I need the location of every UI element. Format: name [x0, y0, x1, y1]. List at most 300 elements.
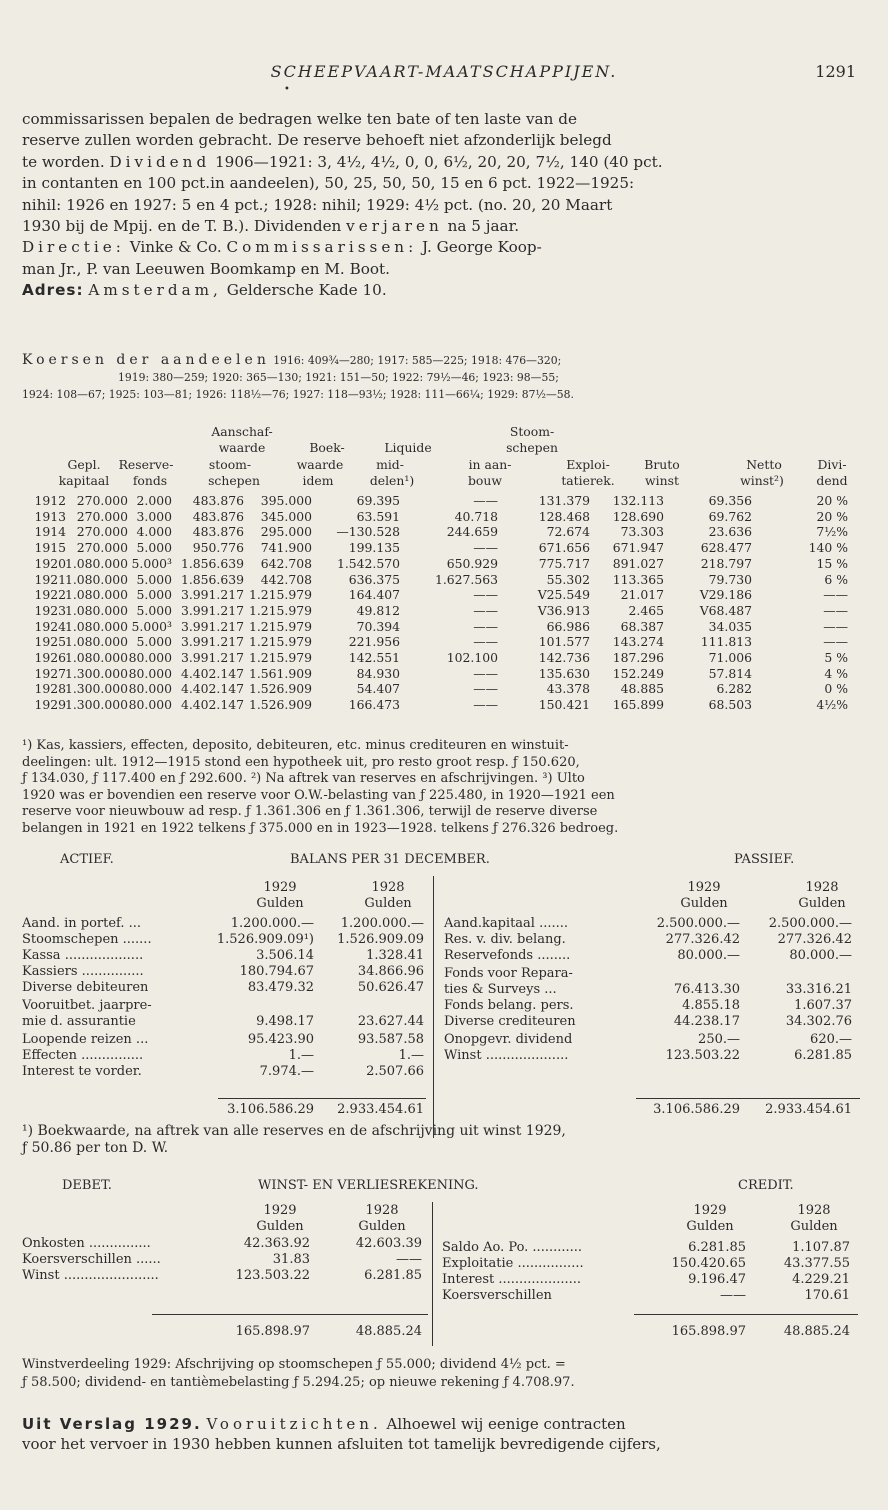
profit-loss-account [22, 1178, 868, 1348]
amount-1929: 1.— [288, 1048, 314, 1063]
para-line: commissarissen bepalen de bedragen welke ten bate of ten laste van de [22, 110, 577, 128]
data-cell: 483.876 [192, 508, 244, 524]
account-label: Diverse debiteuren [22, 980, 149, 995]
amount-1928: 6.281.85 [794, 1048, 852, 1063]
data-cell: 80.000 [128, 681, 172, 697]
amount-1929: 7.974.— [259, 1064, 314, 1079]
data-cell: 244.659 [446, 524, 498, 540]
page-header [0, 62, 888, 86]
data-cell: 20 % [816, 508, 848, 524]
amount-1928: 80.000.— [789, 948, 852, 963]
column-header: delen¹) [369, 473, 415, 488]
data-cell: 3.991.217 [180, 650, 244, 665]
column-header: winst²) [740, 473, 784, 488]
account-label: Aand.kapitaal ....... [444, 916, 569, 931]
data-cell: 1.080.000 [64, 555, 128, 571]
data-cell: 1.627.563 [434, 571, 498, 587]
amount-1929: 9.498.17 [256, 1014, 314, 1029]
total-rule [152, 1314, 428, 1315]
data-cell: 218.797 [700, 555, 752, 571]
year-cell: 1928 [34, 681, 66, 697]
data-cell: 23.636 [708, 524, 752, 540]
data-cell: 6 % [824, 571, 848, 587]
column-header: Gulden [790, 1219, 838, 1234]
section-label: CREDIT. [738, 1178, 794, 1193]
data-cell: 5 % [824, 650, 848, 665]
total-rule [636, 1098, 860, 1099]
data-cell: 69.356 [708, 493, 752, 508]
year-cell: 1912 [34, 493, 66, 508]
data-cell: 71.006 [708, 650, 752, 665]
year-cell: 1923 [34, 602, 66, 618]
data-cell: 6.282 [716, 681, 752, 697]
column-header: Gulden [686, 1219, 734, 1234]
data-cell: 5.000 [136, 571, 172, 587]
column-header: 1928 [797, 1203, 831, 1218]
total-rule [218, 1098, 426, 1099]
data-cell: 2.465 [628, 602, 664, 618]
year-cell: 1914 [34, 524, 66, 540]
amount-1928: 23.627.44 [357, 1014, 424, 1029]
data-cell: 671.947 [612, 540, 664, 556]
data-cell: 142.736 [538, 650, 590, 665]
year-cell: 1926 [34, 650, 66, 665]
column-header: Aanschaf- [211, 424, 273, 439]
amount-1928: —— [396, 1252, 422, 1267]
account-label: mie d. assurantie [22, 1014, 136, 1029]
account-label: Fonds belang. pers. [444, 998, 574, 1013]
data-cell: 3.991.217 [180, 634, 244, 650]
data-cell: 113.365 [612, 571, 664, 587]
data-cell: 68.503 [708, 697, 752, 713]
amount-1928: 1.526.909.09 [337, 932, 424, 947]
data-cell: 1.215.979 [248, 587, 312, 603]
account-label: Fonds voor Repara- [444, 966, 573, 981]
data-cell: 34.035 [708, 618, 752, 634]
column-header: mid- [376, 457, 404, 472]
data-cell: 1.300.000 [64, 681, 128, 697]
data-cell: —— [473, 697, 498, 713]
data-cell: 131.379 [538, 493, 590, 508]
data-cell: —— [473, 634, 498, 650]
data-cell: 63.591 [356, 508, 400, 524]
amount-1928: 170.61 [804, 1288, 850, 1303]
data-cell: 84.930 [356, 665, 400, 681]
column-header: dend [816, 473, 848, 488]
year-cell: 1927 [34, 665, 66, 681]
data-cell: 1.526.909 [248, 681, 312, 697]
data-cell: 72.674 [546, 524, 590, 540]
data-cell: 1.080.000 [64, 634, 128, 650]
data-cell: 4 % [824, 665, 848, 681]
column-divider [433, 876, 434, 1138]
data-cell: 73.303 [620, 524, 664, 540]
data-cell: 79.730 [708, 571, 752, 587]
data-cell: 152.249 [612, 665, 664, 681]
data-cell: 1.561.909 [248, 665, 312, 681]
amount-1929: 2.500.000.— [656, 916, 740, 931]
para-line: te worden. Dividend 1906—1921: 3, 4½, 4½, 0, 0, 6½, 20, 20, 7½, 140 (40 pct. [22, 152, 663, 171]
data-cell: 1.300.000 [64, 665, 128, 681]
amount-1929: 9.196.47 [688, 1272, 746, 1287]
column-header: Gulden [364, 896, 412, 911]
data-cell: 650.929 [446, 555, 498, 571]
running-title: SCHEEPVAART-MAATSCHAPPIJEN. [270, 62, 618, 81]
account-label: Interest te vorder. [22, 1064, 142, 1079]
data-cell: 128.468 [538, 508, 590, 524]
column-header: schepen [506, 440, 558, 455]
data-cell: 483.876 [192, 524, 244, 540]
data-cell: —— [473, 540, 498, 556]
data-cell: 295.000 [260, 524, 312, 540]
data-cell: 4.402.147 [180, 681, 244, 697]
data-cell: —— [823, 602, 848, 618]
amount-1928: 6.281.85 [364, 1268, 422, 1283]
data-cell: —— [473, 665, 498, 681]
total-amount: 3.106.586.29 [227, 1102, 314, 1117]
data-cell: 395.000 [260, 493, 312, 508]
para-line: reserve zullen worden gebracht. De reserve behoeft niet afzonderlijk belegd [22, 131, 612, 150]
amount-1928: 1.— [398, 1048, 424, 1063]
data-cell: 21.017 [620, 587, 664, 603]
total-amount: 165.898.97 [235, 1324, 310, 1339]
data-cell: 221.956 [348, 634, 400, 650]
column-divider [432, 1202, 433, 1346]
data-cell: 4.402.147 [180, 665, 244, 681]
total-amount: 3.106.586.29 [653, 1102, 740, 1117]
data-cell: 5.000³ [131, 555, 172, 571]
data-cell: 54.407 [356, 681, 400, 697]
account-label: Exploitatie ................ [442, 1256, 584, 1271]
data-cell: 1.542.570 [336, 555, 400, 571]
data-cell: 1.080.000 [64, 587, 128, 603]
data-cell: 132.113 [612, 493, 664, 508]
data-cell: 5.000 [136, 634, 172, 650]
data-cell: —— [823, 587, 848, 603]
amount-1929: 31.83 [272, 1252, 310, 1267]
year-cell: 1915 [34, 540, 66, 556]
data-cell: 102.100 [446, 650, 498, 665]
data-cell: 5.000³ [131, 618, 172, 634]
data-cell: 2.000 [136, 493, 172, 508]
data-cell: 483.876 [192, 493, 244, 508]
data-cell: V29.186 [699, 587, 752, 603]
data-cell: —— [473, 618, 498, 634]
column-header: Liquide [384, 440, 432, 455]
data-cell: 1.215.979 [248, 634, 312, 650]
para-line: Adres: Amsterdam, Geldersche Kade 10. [22, 281, 387, 300]
amount-1929: 123.503.22 [235, 1268, 310, 1283]
data-cell: 164.407 [348, 587, 400, 603]
data-cell: 270.000 [76, 493, 128, 508]
data-cell: —— [823, 618, 848, 634]
account-label: Koersverschillen [442, 1288, 552, 1303]
account-label: Winst ....................... [22, 1268, 159, 1283]
total-amount: 165.898.97 [671, 1324, 746, 1339]
data-cell: 1.526.909 [248, 697, 312, 713]
account-label: Diverse crediteuren [444, 1014, 576, 1029]
amount-1928: 1.200.000.— [340, 916, 424, 931]
para-line: 1930 bij de Mpij. en de T. B.). Dividenden verjaren na 5 jaar. [22, 217, 520, 236]
column-header: Exploi- [566, 457, 610, 472]
balance-sheet [22, 852, 868, 1152]
section-title: BALANS PER 31 DECEMBER. [290, 852, 490, 867]
data-cell: 5.000 [136, 602, 172, 618]
column-header: Reserve- [118, 457, 174, 472]
amount-1928: 2.500.000.— [768, 916, 852, 931]
column-header: winst [645, 473, 679, 488]
year-cell: 1913 [34, 508, 66, 524]
amount-1928: 277.326.42 [777, 932, 852, 947]
data-cell: 7½% [816, 524, 848, 540]
data-cell: —— [823, 634, 848, 650]
report-excerpt: Uit Verslag 1929. Vooruitzichten. Alhoewel wij eenige contracten voor het vervoer in 1930 hebben kunnen afsluiten tot tamelijk bevredigende cijfers, [22, 1415, 661, 1453]
data-cell: 0 % [824, 681, 848, 697]
data-cell: 165.899 [612, 697, 664, 713]
data-cell: 636.375 [348, 571, 400, 587]
amount-1928: 620.— [810, 1032, 852, 1047]
data-cell: 55.302 [546, 571, 590, 587]
amount-1928: 34.302.76 [785, 1014, 852, 1029]
amount-1928: 34.866.96 [357, 964, 424, 979]
column-header: stoom- [208, 457, 252, 472]
section-label: ACTIEF. [60, 852, 114, 867]
year-cell: 1925 [34, 634, 66, 650]
ink-speck: • [284, 84, 290, 95]
data-cell: 128.690 [612, 508, 664, 524]
data-cell: V25.549 [537, 587, 590, 603]
year-cell: 1921 [34, 571, 66, 587]
data-cell: 1.080.000 [64, 571, 128, 587]
data-cell: 20 % [816, 493, 848, 508]
column-header: Gulden [358, 1219, 406, 1234]
data-cell: 3.991.217 [180, 602, 244, 618]
column-header: tatierek. [561, 473, 615, 488]
amount-1929: 150.420.65 [671, 1256, 746, 1271]
data-cell: 187.296 [612, 650, 664, 665]
column-header: fonds [132, 473, 168, 488]
column-header: Divi- [817, 457, 847, 472]
data-cell: 3.991.217 [180, 618, 244, 634]
data-cell: 1.856.639 [180, 571, 244, 587]
year-cell: 1920 [34, 555, 66, 571]
data-cell: 140 % [808, 540, 848, 556]
column-header: Gepl. [67, 457, 101, 472]
data-cell: 1.080.000 [64, 602, 128, 618]
column-header: Netto [746, 457, 782, 472]
data-cell: 270.000 [76, 524, 128, 540]
data-cell: 142.551 [348, 650, 400, 665]
data-cell: 80.000 [128, 650, 172, 665]
total-amount: 2.933.454.61 [337, 1102, 424, 1117]
column-header: 1928 [371, 880, 405, 895]
amount-1929: 1.526.909.09¹) [216, 932, 314, 947]
column-header: 1929 [263, 880, 297, 895]
data-cell: 15 % [816, 555, 848, 571]
data-cell: 1.080.000 [64, 618, 128, 634]
data-cell: 775.717 [538, 555, 590, 571]
account-label: Aand. in portef. ... [22, 916, 142, 931]
column-header: Boek- [309, 440, 345, 455]
column-header: bouw [468, 473, 502, 488]
data-cell: 111.813 [700, 634, 752, 650]
data-cell: —130.528 [336, 524, 400, 540]
amount-1929: 3.506.14 [256, 948, 314, 963]
data-cell: 101.577 [538, 634, 590, 650]
data-cell: 1.300.000 [64, 697, 128, 713]
total-amount: 48.885.24 [783, 1324, 850, 1339]
amount-1929: 42.363.92 [243, 1236, 310, 1251]
account-label: Saldo Ao. Po. ............ [442, 1240, 583, 1255]
column-header: Gulden [680, 896, 728, 911]
amount-1929: 6.281.85 [688, 1240, 746, 1255]
account-label: Interest .................... [442, 1272, 582, 1287]
data-cell: 135.630 [538, 665, 590, 681]
data-cell: 5.000 [136, 540, 172, 556]
column-header: schepen [208, 473, 260, 488]
data-cell: 66.986 [546, 618, 590, 634]
amount-1928: 43.377.55 [783, 1256, 850, 1271]
data-cell: 891.027 [612, 555, 664, 571]
data-cell: 642.708 [260, 555, 312, 571]
total-amount: 48.885.24 [355, 1324, 422, 1339]
account-label: Winst .................... [444, 1048, 569, 1063]
data-cell: 4.402.147 [180, 697, 244, 713]
data-cell: 4½% [816, 697, 848, 713]
amount-1928: 42.603.39 [355, 1236, 422, 1251]
data-cell: 1.215.979 [248, 650, 312, 665]
amount-1929: 83.479.32 [247, 980, 314, 995]
directie-label: Directie: [22, 238, 125, 257]
data-cell: 270.000 [76, 540, 128, 556]
account-label: Koersverschillen ...... [22, 1252, 161, 1267]
amount-1928: 50.626.47 [357, 980, 424, 995]
column-header: 1929 [263, 1203, 297, 1218]
column-header: Gulden [798, 896, 846, 911]
section-label: DEBET. [62, 1178, 112, 1193]
column-header: kapitaal [58, 473, 110, 488]
total-amount: 2.933.454.61 [765, 1102, 852, 1117]
account-label: Kassa ................... [22, 948, 144, 963]
year-cell: 1929 [34, 697, 66, 713]
amount-1928: 1.607.37 [794, 998, 852, 1013]
column-header: Stoom- [509, 424, 555, 439]
column-header: Gulden [256, 1219, 304, 1234]
data-cell: 57.814 [708, 665, 752, 681]
data-cell: —— [473, 602, 498, 618]
data-cell: 69.395 [356, 493, 400, 508]
data-cell: 1.080.000 [64, 650, 128, 665]
year-cell: 1922 [34, 587, 66, 603]
account-label: Loopende reizen ... [22, 1032, 149, 1047]
data-cell: 43.378 [546, 681, 590, 697]
amount-1928: 2.507.66 [366, 1064, 424, 1079]
data-cell: 741.900 [260, 540, 312, 556]
amount-1928: 1.107.87 [792, 1240, 850, 1255]
dividend-label: Dividend [109, 152, 211, 171]
account-label: Stoomschepen ....... [22, 932, 152, 947]
data-cell: —— [473, 493, 498, 508]
amount-1928: 33.316.21 [785, 982, 852, 997]
amount-1929: 123.503.22 [665, 1048, 740, 1063]
column-header: Bruto [644, 457, 680, 472]
para-line: man Jr., P. van Leeuwen Boomkamp en M. Boot. [22, 259, 390, 278]
verslag-label: Uit Verslag 1929. [22, 1415, 202, 1433]
data-cell: 69.762 [708, 508, 752, 524]
data-cell: V68.487 [699, 602, 752, 618]
data-cell: 270.000 [76, 508, 128, 524]
data-cell: 4.000 [136, 524, 172, 540]
para-line: in contanten en 100 pct.in aandeelen), 50, 25, 50, 50, 15 en 6 pct. 1922—1925: [22, 174, 635, 193]
amount-1928: 4.229.21 [792, 1272, 850, 1287]
total-rule [634, 1314, 858, 1315]
data-cell: 80.000 [128, 697, 172, 713]
data-cell: 3.991.217 [180, 587, 244, 603]
data-cell: 345.000 [260, 508, 312, 524]
adres-label: Adres: [22, 281, 84, 300]
amount-1929: 180.794.67 [239, 964, 314, 979]
data-cell: 3.000 [136, 508, 172, 524]
column-header: 1929 [687, 880, 721, 895]
amount-1928: 1.328.41 [366, 948, 424, 963]
account-label: Effecten ............... [22, 1048, 144, 1063]
data-cell: 150.421 [538, 697, 590, 713]
para-line: Directie: Vinke & Co. Commissarissen: J. George Koop- [22, 238, 542, 257]
data-cell: 49.812 [356, 602, 400, 618]
account-label: Res. v. div. belang. [444, 932, 566, 947]
amount-1929: 4.855.18 [682, 998, 740, 1013]
data-cell: —— [473, 587, 498, 603]
data-cell: 442.708 [260, 571, 312, 587]
account-label: ties & Surveys ... [444, 982, 557, 997]
column-header: 1928 [805, 880, 839, 895]
account-label: Onkosten ............... [22, 1236, 151, 1251]
account-label: Reservefonds ........ [444, 948, 571, 963]
data-cell: 950.776 [192, 540, 244, 556]
data-cell: 1.215.979 [248, 618, 312, 634]
column-header: in aan- [468, 457, 512, 472]
data-cell: 48.885 [620, 681, 664, 697]
commissarissen-label: Commissarissen: [226, 238, 418, 257]
amount-1929: 76.413.30 [673, 982, 740, 997]
share-prices: Koersen der aandeelen 1916: 409¾—280; 1917: 585—225; 1918: 476—320; 1919: 380—259; 1920: 365—130; 1921: 151—50; 1922: 79½—46; 1923: 98—55; 1924: 108—67; 1925: 103—81; 1926: 118½—76; 1927: 118—93½; 1928: 111—66¼; 1929: 87½—58. [22, 352, 574, 401]
amount-1929: 80.000.— [677, 948, 740, 963]
table-footnotes: ¹) Kas, kassiers, effecten, deposito, debiteuren, etc. minus crediteuren en winstuit- deelingen: ult. 1912—1915 stond een hypotheek uit, pro resto groot resp. ƒ 150.620, ƒ 134.030, ƒ 117.400 en ƒ 292.600. ²) Na aftrek van reserves en afschrijvingen. ³) Ulto 1920 was er bovendien een reserve voor O.W.-belasting van ƒ 225.480, in 1920—1921 een reserve voor nieuwbouw ad resp. ƒ 1.361.306 en ƒ 1.361.306, terwijl de reserve diverse belangen in 1921 en 1922 telkens ƒ 375.000 en in 1923—1928. telkens ƒ 276.326 bedroeg. [22, 738, 619, 836]
section-title: WINST- EN VERLIESREKENING. [258, 1178, 479, 1193]
amount-1928: 93.587.58 [357, 1032, 424, 1047]
account-label: Vooruitbet. jaarpre- [22, 998, 152, 1013]
data-cell: 143.274 [612, 634, 664, 650]
account-label: Onopgevr. dividend [444, 1032, 573, 1047]
account-label: Kassiers ............... [22, 964, 144, 979]
amount-1929: 250.— [698, 1032, 740, 1047]
amount-1929: 44.238.17 [673, 1014, 740, 1029]
column-header: idem [302, 473, 334, 488]
data-cell: 1.215.979 [248, 602, 312, 618]
amount-1929: 1.200.000.— [230, 916, 314, 931]
column-header: waarde [296, 457, 344, 472]
page-number: 1291 [815, 62, 856, 81]
column-header: 1929 [693, 1203, 727, 1218]
data-cell: —— [473, 681, 498, 697]
data-cell: 199.135 [348, 540, 400, 556]
data-cell: V36.913 [537, 602, 590, 618]
balance-footnote: ¹) Boekwaarde, na aftrek van alle reserves en de afschrijving uit winst 1929, ƒ 50.86 per ton D. W. [22, 1123, 566, 1156]
data-cell: 70.394 [356, 618, 400, 634]
company-paragraph [22, 109, 860, 302]
data-cell: 68.387 [620, 618, 664, 634]
profit-distribution: Winstverdeeling 1929: Afschrijving op stoomschepen ƒ 55.000; dividend 4½ pct. = ƒ 58.500; dividend- en tantièmebelasting ƒ 5.294.25; op nieuwe rekening ƒ 4.708.97. [22, 1357, 575, 1390]
